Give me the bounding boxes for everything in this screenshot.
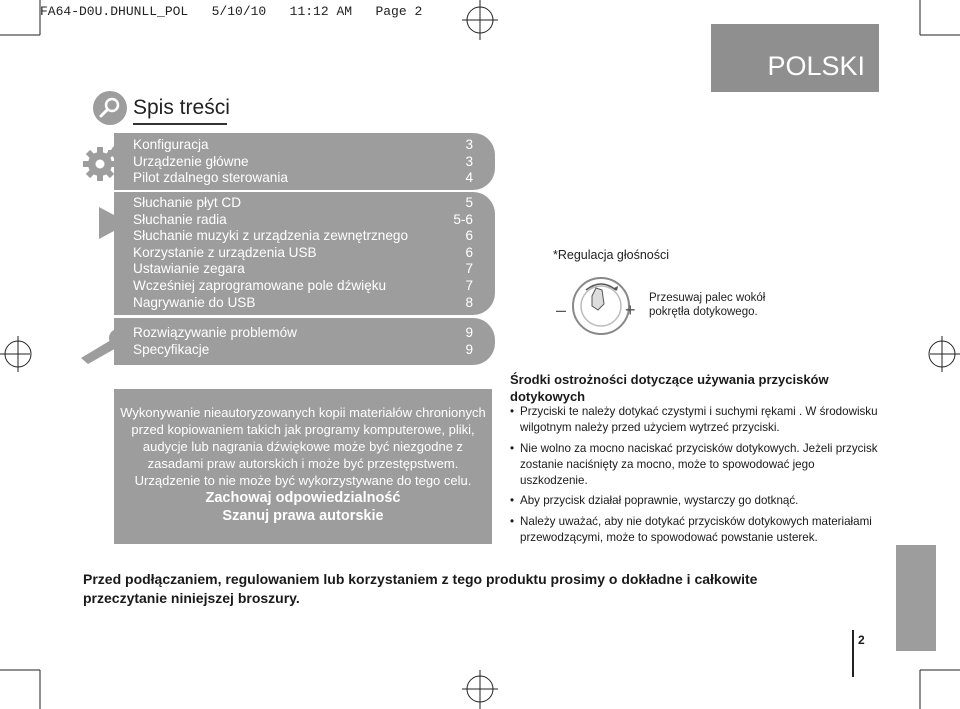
volume-minus-symbol: – — [556, 300, 567, 320]
precaution-item: • Nie wolno za mocno naciskać przycisków dotykowych. Jeżeli przycisk zostanie naciśnięty za mocno, może to spowodować jego uszkodzenie. — [510, 441, 878, 490]
magnifier-icon — [92, 90, 128, 126]
volume-note-line: Przesuwaj palec wokół — [649, 292, 766, 304]
toc-title: Spis treści — [133, 96, 230, 119]
copyright-text: Wykonywanie nieautoryzowanych kopii materiałów chronionych przed kopiowaniem takich jak programy komputerowe, pliki, audycje lub nagrania dźwiękowe może być niezgodne z zasadami praw autorskich i może być przestępstwem. Urządzenie to nie może być wykorzystywane do tego celu. — [120, 405, 486, 488]
precaution-item: • Przyciski te należy dotykać czystymi i suchymi rękami . W środowisku wilgotnym należy przed użyciem wytrzeć przyciski. — [510, 404, 878, 437]
print-header-line: FA64-D0U.DHUNLL_POL 5/10/10 11:12 AM Page 2 — [40, 4, 423, 19]
volume-note-line: pokrętła dotykowego. — [649, 306, 758, 318]
precaution-item: • Aby przycisk działał poprawnie, wystarczy go dotknąć. — [510, 493, 878, 509]
toc-group-operation: Słuchanie płyt CD 5 Słuchanie radia 5-6 Słuchanie muzyki z urządzenia zewnętrznego 6 Korzystanie z urządzenia USB 6 Ustawianie zegara 7 Wcześniej zaprogramowane pole dźwięku 7 Nagrywanie do USB 8 — [114, 192, 495, 315]
language-label: POLSKI — [767, 51, 865, 81]
page-number-rule — [852, 630, 854, 677]
read-manual-note: Przed podłączaniem, regulowaniem lub korzystaniem z tego produktu prosimy o dokładne i całkowite przeczytanie niniejszej broszury. — [83, 571, 758, 606]
toc-group-setup: Konfiguracja 3 Urządzenie główne 3 Pilot zdalnego sterowania 4 — [114, 133, 495, 190]
page-number: 2 — [858, 633, 865, 647]
volume-plus-symbol: + — [625, 300, 636, 320]
language-tab — [711, 24, 879, 92]
copyright-slogan-2: Szanuj prawa autorskie — [222, 508, 384, 524]
copyright-slogan-1: Zachowaj odpowiedzialność — [205, 490, 401, 506]
toc-title-underline — [133, 123, 227, 125]
precautions-title: Środki ostrożności dotyczące używania przycisków dotykowych — [510, 372, 829, 404]
copyright-notice — [114, 389, 492, 544]
precautions-list — [510, 404, 878, 546]
toc-group-reference: Rozwiązywanie problemów 9 Specyfikacje 9 — [114, 318, 495, 365]
volume-caption: *Regulacja głośności — [553, 248, 670, 262]
precaution-item: • Należy uważać, aby nie dotykać przycisków dotykowych materiałami przewodzącymi, może to spowodować powstanie usterek. — [510, 514, 878, 547]
volume-note — [649, 291, 765, 319]
side-tab — [896, 545, 936, 651]
